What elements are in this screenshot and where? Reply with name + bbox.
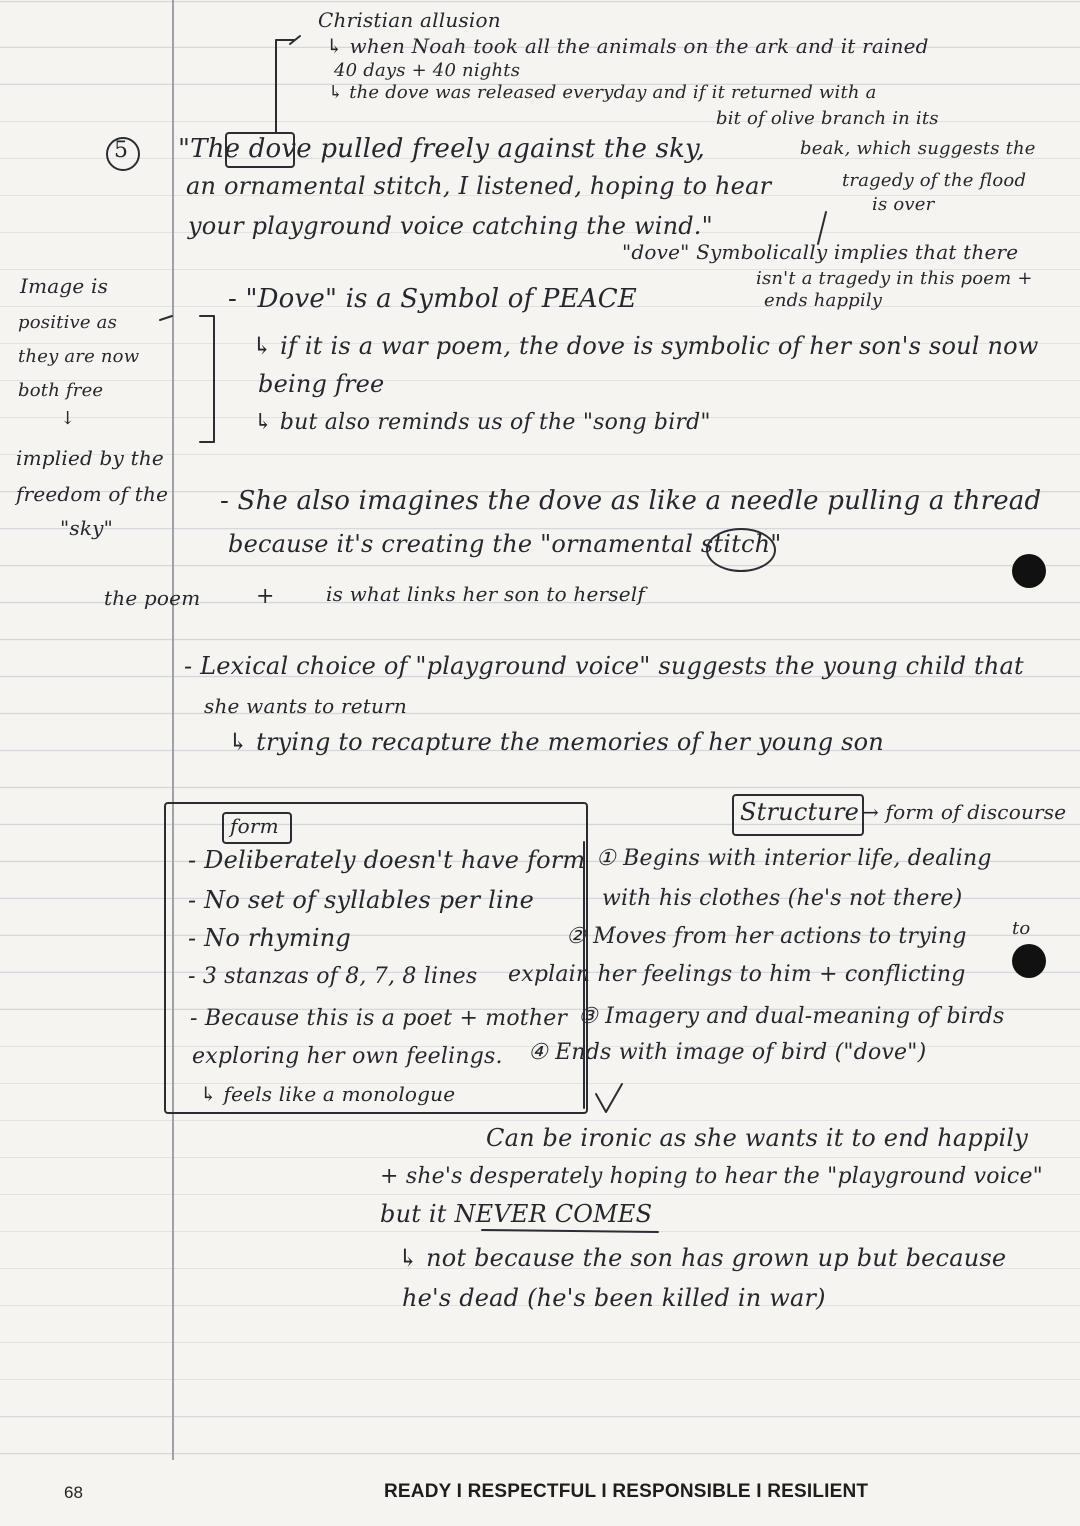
- structure-item: ① Begins with interior life, dealing: [596, 846, 992, 871]
- form-item: - 3 stanzas of 8, 7, 8 lines: [188, 964, 478, 989]
- needle-point: because it's creating the "ornamental stitch": [228, 530, 782, 558]
- needle-point: is what links her son to herself: [326, 582, 645, 606]
- allusion-line: is over: [872, 194, 935, 215]
- quote-line: your playground voice catching the wind.": [188, 212, 713, 240]
- allusion-line: tragedy of the flood: [842, 170, 1027, 191]
- down-arrow-icon: ↓: [60, 408, 76, 429]
- structure-item: ② Moves from her actions to trying: [566, 924, 967, 949]
- margin-note: freedom of the: [16, 482, 169, 506]
- margin-note: "sky": [60, 516, 114, 540]
- margin-note: implied by the: [16, 446, 164, 470]
- structure-item: ③ Imagery and dual-meaning of birds: [578, 1004, 1005, 1029]
- ending-point: he's dead (he's been killed in war): [402, 1284, 826, 1312]
- dove-symbol-point: - "Dove" is a Symbol of PEACE: [228, 284, 637, 314]
- lexical-point: - Lexical choice of "playground voice" suggests the young child that: [184, 652, 1024, 680]
- form-item: - No rhyming: [188, 924, 351, 952]
- quote-line: "The dove pulled freely against the sky,: [178, 134, 705, 164]
- needle-point: - She also imagines the dove as like a needle pulling a thread: [220, 486, 1042, 516]
- allusion-line: 40 days + 40 nights: [334, 60, 521, 81]
- ending-point: Can be ironic as she wants it to end happily: [486, 1124, 1029, 1152]
- dove-bracket: [200, 316, 214, 442]
- form-item: - Deliberately doesn't have form: [188, 846, 586, 874]
- structure-item: to: [1012, 918, 1031, 939]
- form-item: exploring her own feelings.: [192, 1044, 503, 1069]
- form-item: - Because this is a poet + mother: [190, 1006, 568, 1031]
- form-item: ↳ feels like a monologue: [200, 1082, 456, 1106]
- footer-motto: READY I RESPECTFUL I RESPONSIBLE I RESILIENT: [384, 1481, 869, 1502]
- margin-note: both free: [18, 380, 104, 401]
- ending-point: ↳ not because the son has grown up but because: [398, 1244, 1007, 1272]
- symbolic-note: isn't a tragedy in this poem +: [756, 268, 1033, 289]
- margin-note: Image is: [20, 274, 109, 298]
- symbolic-note: ends happily: [764, 290, 883, 311]
- allusion-bracket: [276, 40, 294, 132]
- allusion-title: Christian allusion: [318, 8, 501, 32]
- lexical-point: ↳ trying to recapture the memories of her young son: [228, 728, 884, 756]
- symbolic-arrow: [818, 212, 826, 244]
- ending-point: + she's desperately hoping to hear the "playground voice": [380, 1164, 1043, 1189]
- form-item: - No set of syllables per line: [188, 886, 534, 914]
- never-comes-underline: [482, 1230, 658, 1232]
- structure-item: with his clothes (he's not there): [602, 886, 963, 911]
- lexical-point: she wants to return: [204, 694, 407, 718]
- symbolic-note: "dove" Symbolically implies that there: [622, 240, 1019, 264]
- check-mark: [596, 1084, 622, 1112]
- ending-point: but it NEVER COMES: [380, 1200, 653, 1228]
- margin-note: positive as: [18, 312, 118, 333]
- margin-note: the poem: [104, 586, 201, 610]
- plus-sign: +: [256, 584, 275, 609]
- dove-symbol-point: ↳ if it is a war poem, the dove is symbolic of her son's soul now: [252, 332, 1039, 360]
- dove-symbol-point: ↳ but also reminds us of the "song bird": [254, 410, 711, 435]
- form-title: form: [230, 814, 279, 838]
- allusion-line: ↳ when Noah took all the animals on the ark and it rained: [326, 34, 929, 58]
- page-number: 68: [64, 1483, 83, 1502]
- allusion-line: bit of olive branch in its: [716, 108, 939, 129]
- structure-title: Structure: [740, 798, 860, 826]
- margin-note: they are now: [18, 346, 140, 367]
- allusion-line: beak, which suggests the: [800, 138, 1036, 159]
- allusion-line: ↳ the dove was released everyday and if it returned with a: [328, 82, 877, 103]
- stanza-number: 5: [114, 138, 129, 163]
- quote-line: an ornamental stitch, I listened, hoping to hear: [186, 172, 772, 200]
- structure-item: ④ Ends with image of bird ("dove"): [528, 1040, 927, 1065]
- margin-pointer: [160, 316, 172, 320]
- structure-item: explain her feelings to him + conflicting: [508, 962, 966, 987]
- structure-note: → form of discourse: [862, 800, 1067, 824]
- dove-symbol-point: being free: [258, 370, 385, 398]
